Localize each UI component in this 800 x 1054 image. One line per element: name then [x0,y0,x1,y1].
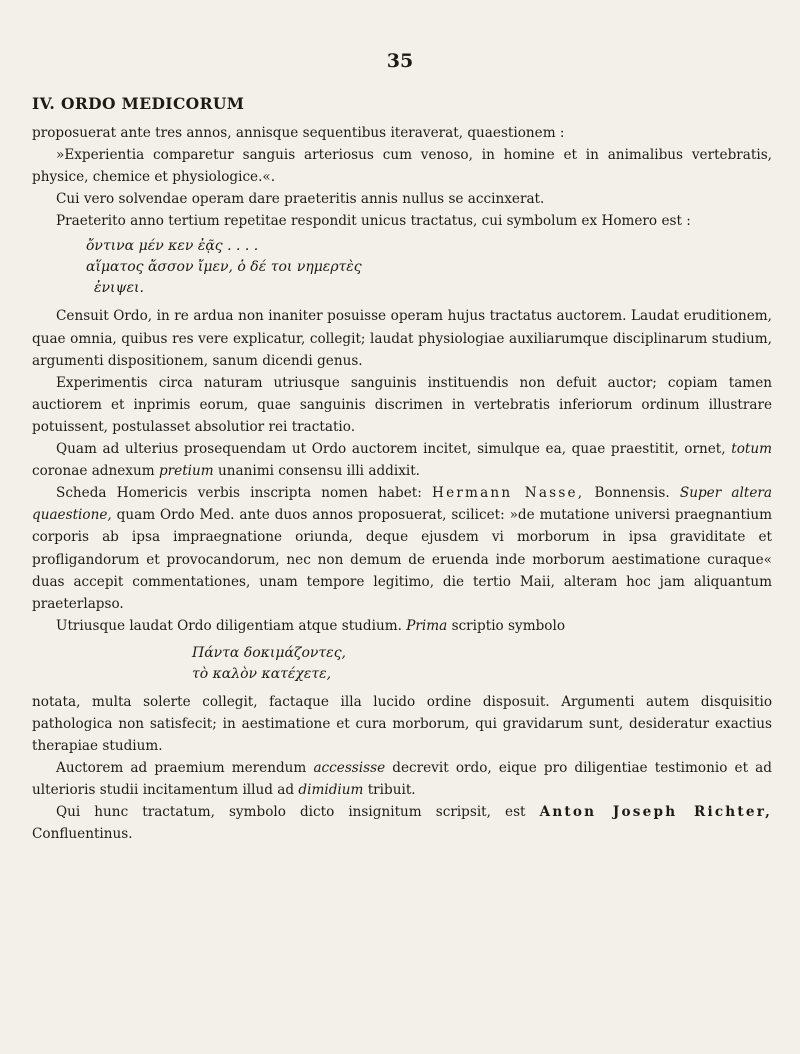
greek2-line-2: τὸ καλὸν κατέχετε, [192,665,332,682]
paragraph-experiments: Experimentis circa naturam utriusque sanguinis instituendis non defuit auctor; copiam tamen auctiorem et inprimis eorum, quae sanguinis discrimen in vertebratis inferiorum ordinum illustrare potuissent, postulasset absolutior rei tractatio. [32,374,772,435]
paragraph-winner-and-second-question [32,482,772,615]
second-author-intro: Qui hunc tractatum, symbolo dicto insignitum scripsit, est [56,804,526,821]
half-prize-accessisse: accessisse [313,760,386,777]
first-script-label: Prima [406,617,448,634]
second-author-origin: Confluentinus. [32,826,133,843]
paragraph-award [32,438,772,482]
second-author-name: Anton Joseph Richter, [539,804,773,821]
paragraph-no-entries: Cui vero solvendae operam dare praeteritis annis nullus se accinxerat. [56,191,545,208]
greek-motto-homer [32,236,772,299]
paragraph-second-author [32,801,772,845]
award-text-c: coronae adnexum [32,463,155,480]
document-body [32,122,772,846]
greek-line-1: ὄντινα μέν κεν ἐᾷς . . . . [86,238,259,255]
paragraph-intro: proposuerat ante tres annos, annisque sequentibus iteraverat, quaestionem : [32,125,565,141]
award-text-e: unanimi consensu illi addixit. [217,463,421,480]
greek-line-2: αἵματος ἄσσον ἴμεν, ὁ δέ τοι νημερτὲς [86,259,362,276]
paragraph-judgement: Censuit Ordo, in re ardua non inaniter posuisse operam hujus tractatus auctorem. Laudat eruditionem, quae omnia, quibus res vere explicatur, collegit; laudat physiologiae auxiliarumque disciplinarum studium, argumenti dispositionem, sanum dicendi genus. [32,308,772,369]
half-prize-c: decrevit ordo, eique pro diligentiae testimonio et ad ulterioris studii incitamentum illud ad [32,760,772,799]
paragraph-evaluation: notata, multa solerte collegit, factaque illa lucido ordine disposuit. Argumenti autem disquisitio pathologica non satisfecit; in aestimatione et cura morborum, qui gravidarum sunt, desideratur exactius therapiae studium. [32,693,772,755]
section-heading: IV. ORDO MEDICORUM [32,94,245,113]
greek2-line-1: Πάντα δοκιμάζοντες, [192,644,346,661]
winner-intro: Scheda Homericis verbis inscripta nomen habet: [56,485,422,502]
page-number: 35 [386,50,414,72]
greek-motto-paul [32,643,772,685]
paragraph-both-praised [32,615,772,637]
half-prize-e: tribuit. [367,782,416,799]
award-text-a: Quam ad ulterius prosequendam ut Ordo auctorem incitet, simulque ea, quae praestitit, ornet, [56,441,726,458]
symbol-intro: scriptio symbolo [451,617,566,634]
half-prize-dimidium: dimidium [298,782,364,799]
winner-origin: Bonnensis. [594,485,670,502]
second-question-label: Super altera quaestione, [32,485,772,524]
greek-line-3: ἐνιψει. [94,280,144,297]
half-prize-a: Auctorem ad praemium merendum [56,760,307,777]
paragraph-question: »Experientia comparetur sanguis arteriosus cum venoso, in homine et in animalibus vertebratis, physice, chemice et physiologice.«. [32,147,772,186]
award-price: pretium [158,463,214,480]
second-question-text: quam Ordo Med. ante duos annos proposuerat, scilicet: »de mutatione universi praegnantium corporis ab ipsa impraegnatione oriunda, deque ejusdem vi morborum in ipsa graviditate et profligandorum et provocandorum, nec non demum de eruenda inde morborum aestimatione curaque« duas accepit commentationes, unam tempore legitimo, die tertio Maii, alteram hoc jam aliquantum praeterlapso. [32,507,772,612]
both-praised-text: Utriusque laudat Ordo diligentiam atque studium. [56,617,402,634]
award-total: totum [731,441,772,458]
paragraph-single-response: Praeterito anno tertium repetitae respondit unicus tractatus, cui symbolum ex Homero est : [56,213,691,230]
winner-name: Hermann Nasse, [432,485,585,502]
paragraph-half-prize [32,757,772,801]
